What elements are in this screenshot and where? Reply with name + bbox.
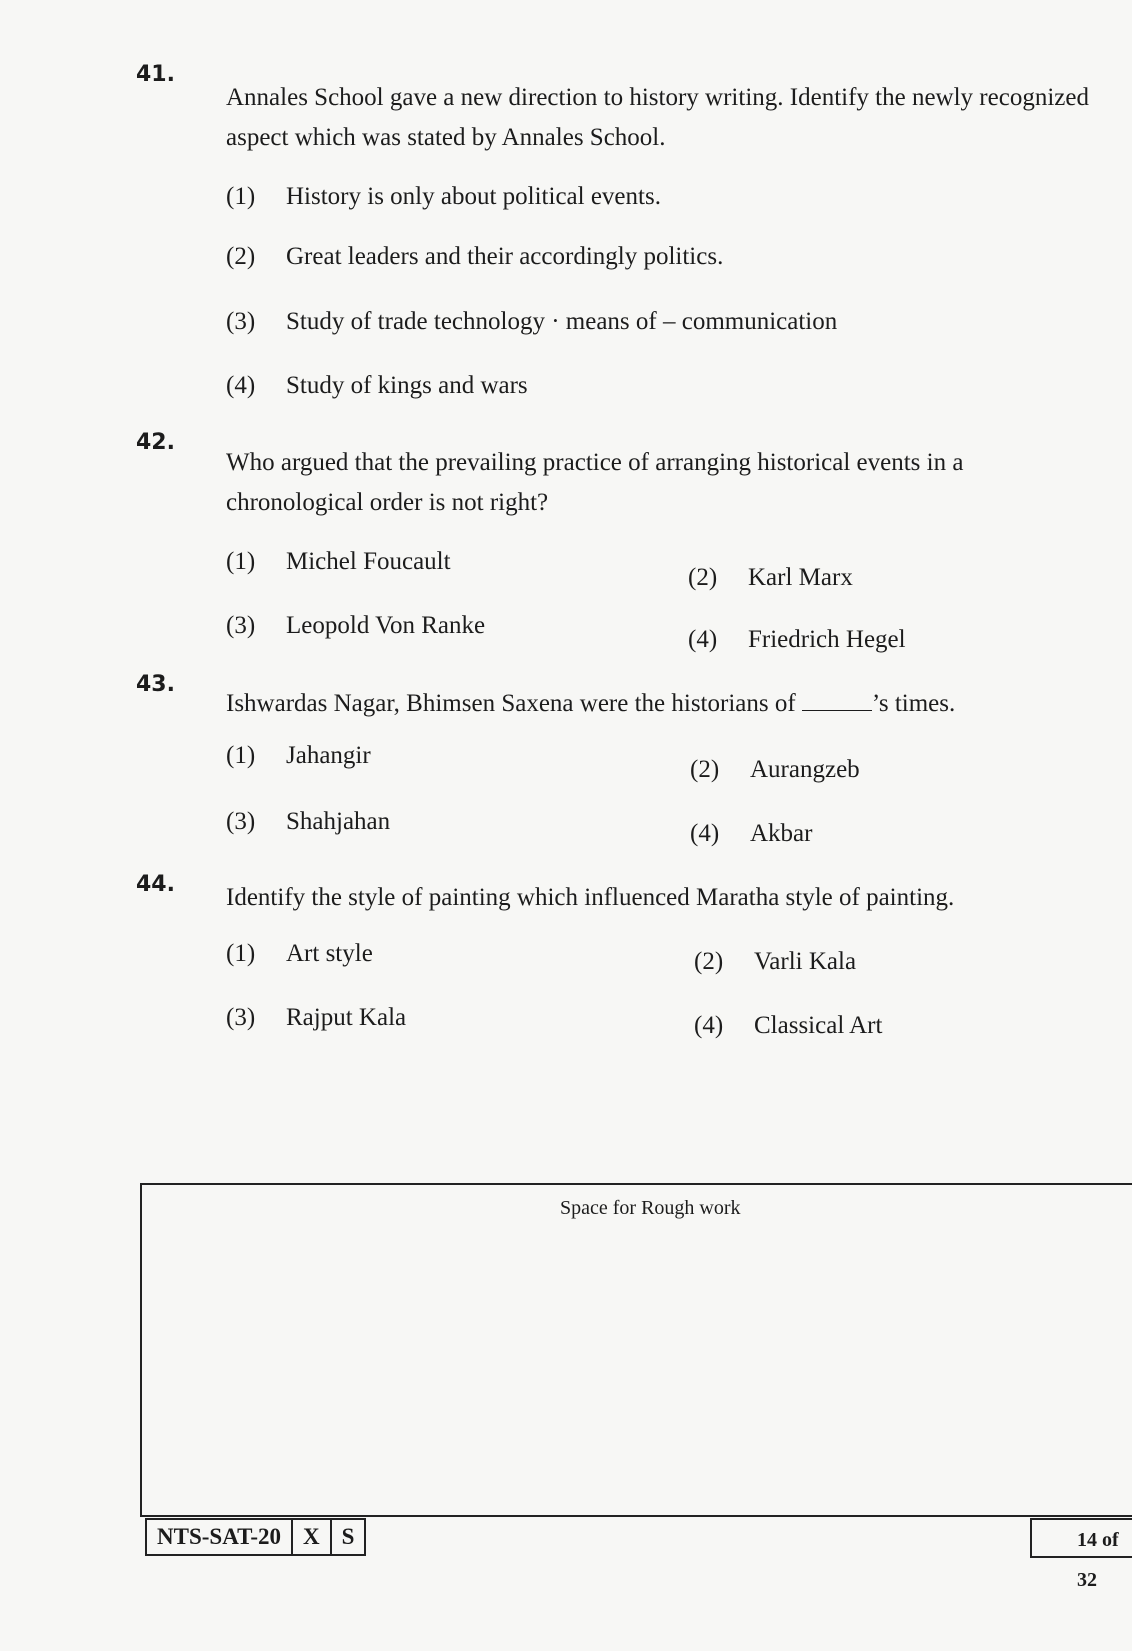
question-text: Identify the style of painting which influenced Maratha style of painting. (226, 884, 955, 911)
option-1: (1) History is only about political events. (226, 183, 661, 210)
option-2: (2) Aurangzeb (690, 756, 860, 783)
question-number: 44. (136, 872, 175, 897)
paper-code-box (145, 1518, 366, 1556)
option-4: (4) Classical Art (694, 1012, 883, 1039)
code-cell-s: S (330, 1520, 365, 1554)
question-text: Who argued that the prevailing practice of arranging historical events in a chronological order is not right? (226, 449, 964, 516)
question-number: 41. (136, 62, 175, 87)
option-1: (1) Art style (226, 940, 373, 967)
option-2: (2) Karl Marx (688, 564, 853, 591)
rough-work-label: Space for Rough work (560, 1197, 741, 1219)
question-text: Ishwardas Nagar, Bhimsen Saxena were the historians of ’s times. (226, 690, 956, 717)
question-text: Annales School gave a new direction to history writing. Identify the newly recognized aspect which was stated by Annales School. (226, 84, 1089, 151)
option-2: (2) Great leaders and their accordingly politics. (226, 243, 724, 270)
option-2: (2) Varli Kala (694, 948, 857, 975)
question-number: 43. (136, 672, 175, 697)
question-number: 42. (136, 430, 175, 455)
rough-work-box (140, 1183, 1132, 1517)
option-3: (3) Shahjahan (226, 808, 391, 835)
option-1: (1) Michel Foucault (226, 548, 451, 575)
code-cell-x: X (291, 1520, 330, 1554)
paper-code: NTS-SAT-20 (157, 1524, 281, 1549)
option-4: (4) Study of kings and wars (226, 372, 528, 399)
option-3: (3) Leopold Von Ranke (226, 612, 486, 639)
option-4: (4) Akbar (690, 820, 813, 847)
option-3: (3) Study of trade technology · means of – communication (226, 308, 838, 335)
option-3: (3) Rajput Kala (226, 1004, 407, 1031)
option-1: (1) Jahangir (226, 742, 371, 769)
fill-blank (802, 692, 872, 711)
option-4: (4) Friedrich Hegel (688, 626, 906, 653)
page-number: 14 of 32 (1030, 1518, 1132, 1558)
